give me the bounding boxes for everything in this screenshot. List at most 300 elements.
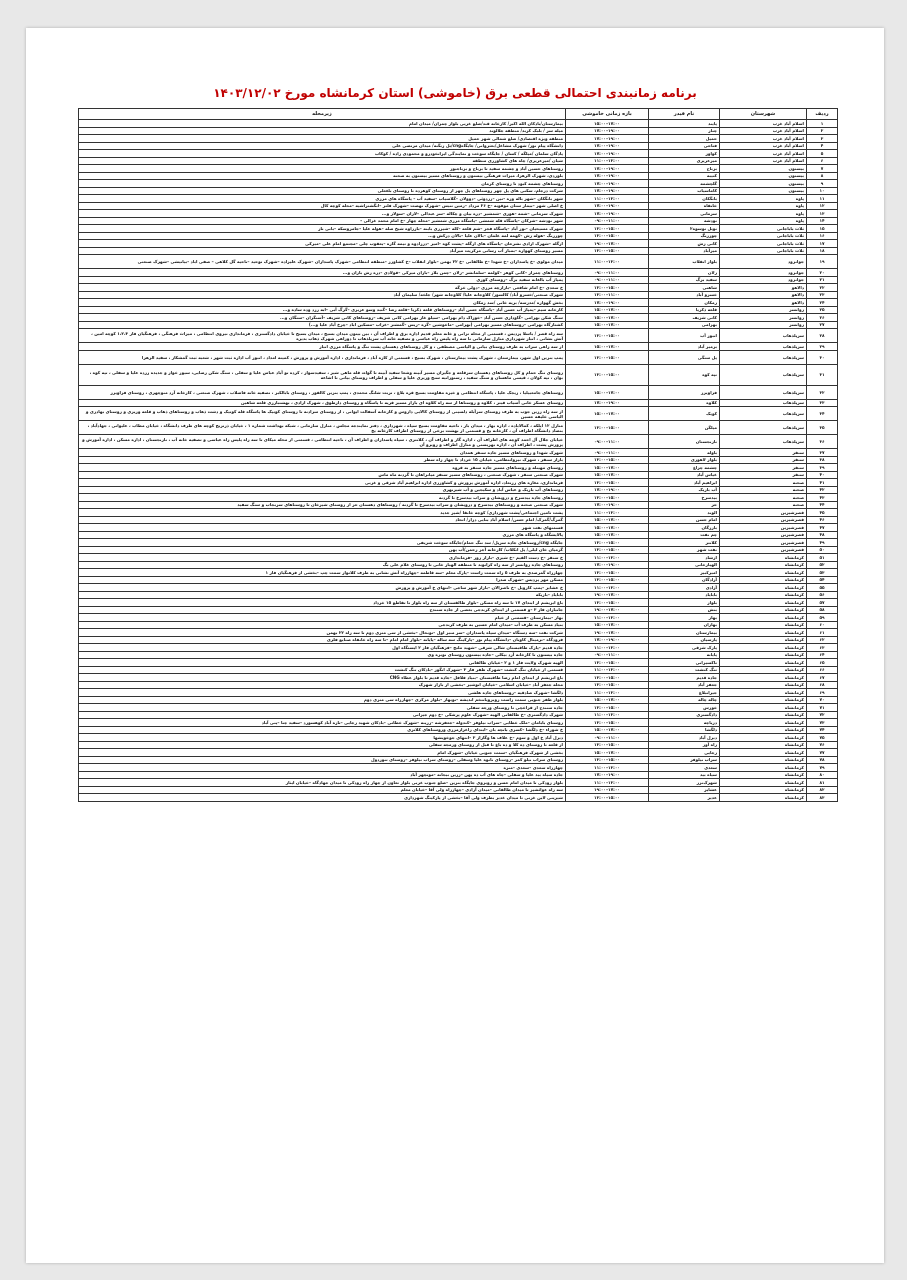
row-feeder: بابایاد xyxy=(649,591,720,599)
row-city: سنقر xyxy=(720,449,807,457)
table-row xyxy=(79,734,838,742)
row-area: پشت تامین اجتماعی/پشت شهرداری/ کوچه خانقا /شیر جدید xyxy=(79,509,566,517)
row-feeder: جعفر آباد xyxy=(649,681,720,689)
table-row xyxy=(79,704,838,712)
row-city: قصرشیرین xyxy=(720,539,807,547)
table-row xyxy=(79,120,838,128)
table-row xyxy=(79,794,838,802)
row-city: سرپلذهاب xyxy=(720,343,807,351)
row-feeder: بهاران xyxy=(649,621,720,629)
row-time-range: ۱۹:۰۰–۱۷:۰۰ xyxy=(566,591,649,599)
table-row xyxy=(79,576,838,584)
row-number: ۷۴ xyxy=(807,726,838,734)
row-time-range: ۱۷:۰۰–۱۹:۰۰ xyxy=(566,135,649,143)
row-time-range: ۱۱:۰۰–۱۳:۰۰ xyxy=(566,584,649,592)
row-city: کرمانشاه xyxy=(720,711,807,719)
table-row xyxy=(79,407,838,421)
row-city: پاوه xyxy=(720,217,807,225)
row-feeder: بانگکان xyxy=(649,195,720,203)
row-feeder: بنش xyxy=(649,606,720,614)
row-number: ۱۰ xyxy=(807,187,838,195)
header-row-number: ردیف xyxy=(807,109,838,120)
row-city: کرمانشاه xyxy=(720,681,807,689)
row-time-range: ۱۵:۰۰–۱۷:۰۰ xyxy=(566,385,649,399)
row-city: کرمانشاه xyxy=(720,704,807,712)
row-time-range: ۱۳:۰۰–۱۵:۰۰ xyxy=(566,329,649,343)
row-feeder: انبور آب xyxy=(649,329,720,343)
row-number: ۳۲ xyxy=(807,385,838,399)
row-area: منازل ۱۲ ایلکه ، کمالاباده ، اداره بهار ، میدان بار ، ناحیه مقاومت بسیج سپاه ، شهرداری ، دفتر نمایندجه مجلس ، منازل سازمانی ، شبکه بهداشت شماره ۱ ، خیابان ذرتریج کوچه های طرف دانشگاه ، خیابان مطاب ، علیوانی ، جهادآباد ، بتضاد دانشگاه اطراف آن ، کارخانه یخ و قسمتی از بهشت برخی از روستای اطراف کارخانه یخ xyxy=(79,421,566,435)
row-feeder: بهرامی xyxy=(649,321,720,329)
row-time-range: ۱۳:۰۰–۱۵:۰۰ xyxy=(566,794,649,802)
row-number: ۸۰ xyxy=(807,771,838,779)
row-feeder: بلوار انقلاب xyxy=(649,255,720,269)
row-city: دالاهو xyxy=(720,291,807,299)
row-feeder: ارشاد xyxy=(649,554,720,562)
row-feeder: نوبل توسوه۲ xyxy=(649,225,720,233)
row-number: ۲۱ xyxy=(807,276,838,284)
row-time-range: ۱۳:۰۰–۱۵:۰۰ xyxy=(566,599,649,607)
row-number: ۲۴ xyxy=(807,299,838,307)
row-area: بازار سنقر ، شهرک نیروانتظامی، خیابان ۱۵ خرداد تا چهار راه سطر xyxy=(79,456,566,464)
table-row xyxy=(79,471,838,479)
row-number: ۵۳ xyxy=(807,569,838,577)
row-number: ۴۹ xyxy=(807,539,838,547)
row-area: خ سعدی –خ امام شافعی –بازارچه مرزی –دولی خرگه xyxy=(79,284,566,292)
row-city: ثلاث باباجانی xyxy=(720,240,807,248)
row-city: سرپلذهاب xyxy=(720,407,807,421)
table-row xyxy=(79,321,838,329)
table-body xyxy=(79,120,838,802)
row-area: بلوار ظفر جنوبی سمت راست روبرویانتخم اندیشه –نوبهار –بلوار مرکزی –چهارراه سی متری دوم xyxy=(79,696,566,704)
row-city: کرمانشاه xyxy=(720,734,807,742)
row-number: ۲۶ xyxy=(807,314,838,322)
row-number: ۶۰ xyxy=(807,621,838,629)
row-number: ۵۱ xyxy=(807,554,838,562)
row-number: ۳۴ xyxy=(807,407,838,421)
row-feeder: نارنجستان xyxy=(649,435,720,449)
table-row xyxy=(79,561,838,569)
row-number: ۶۹ xyxy=(807,689,838,697)
row-city: ثلاث باباجانی xyxy=(720,225,807,233)
row-feeder: آزادی xyxy=(649,584,720,592)
row-feeder: جاده قدیم xyxy=(649,674,720,682)
table-row xyxy=(79,269,838,277)
row-time-range: ۱۳:۰۰–۱۵:۰۰ xyxy=(566,546,649,554)
header-area: زیرمحله xyxy=(79,109,566,120)
row-time-range: ۱۱:۰۰–۱۳:۰۰ xyxy=(566,509,649,517)
row-time-range: ۱۹:۰۰–۱۷:۰۰ xyxy=(566,786,649,794)
row-area: جاده بیستون تا کارخانه آرد بیکلی –جاده بیستون روستای نوبره وی xyxy=(79,651,566,659)
table-row xyxy=(79,247,838,255)
table-row xyxy=(79,299,838,307)
row-area: بابایاد –باریکه xyxy=(79,591,566,599)
row-number: ۳۷ xyxy=(807,449,838,457)
table-row xyxy=(79,399,838,407)
row-area: شهرک شهدا و روستاهای مسیر جاده سنقر همدان xyxy=(79,449,566,457)
row-area: دانشگاه پیام نور/ شهرک مشاغل/بعثروانی/ جایگاهcng/بل رنگنه/ میدان مرتضی علی xyxy=(79,142,566,150)
row-feeder: کویک xyxy=(649,407,720,421)
row-city: کرمانشاه xyxy=(720,719,807,727)
row-feeder: بلوار xyxy=(649,599,720,607)
row-number: ۲۵ xyxy=(807,306,838,314)
table-row xyxy=(79,681,838,689)
row-city: کرمانشاه xyxy=(720,584,807,592)
row-area: شهر نودشه –شرکان –پاسگاه قله شمشی –پاسگاه مرزی شمشیر –محله چهار –خ امام محمد غزالی – xyxy=(79,217,566,225)
row-feeder: کانی رش xyxy=(649,240,720,248)
row-city: بیستون xyxy=(720,172,807,180)
row-number: ۱۷ xyxy=(807,240,838,248)
row-city: قصرشیرین xyxy=(720,509,807,517)
row-area: پمپ بنزین اول شهر، بیمارستان ، شهرک پشت بیمارستان ، شهرک بسیج ، قسمتی از کاره آباد ، فرمانداری ، اداره آموزش و پرورش ، کمیته امداد ، انبور آب اداره ثبت شهر ، شعبه ثبت گمشکار ، سفید الرهرا xyxy=(79,350,566,364)
row-time-range: ۱۳:۰۰–۱۵:۰۰ xyxy=(566,479,649,487)
table-row xyxy=(79,779,838,787)
row-city: اسلام آباد غرب xyxy=(720,157,807,165)
row-area: منطقه ویژه اقتصادی/ ضلع شمالی شهر حمیل xyxy=(79,135,566,143)
row-time-range: ۱۷:۰۰–۱۹:۰۰ xyxy=(566,202,649,210)
row-feeder: میلگن xyxy=(649,421,720,435)
row-city: اسلام آباد غرب xyxy=(720,127,807,135)
row-city: کرمانشاه xyxy=(720,614,807,622)
row-time-range: ۱۵:۰۰–۱۷:۰۰ xyxy=(566,407,649,421)
row-area: میدان مولوی –خ پاسداران –خ شهدا –خ طالقانی –خ ۲۲ بهمن –بلوار انقلاب –خ کشاورز –منطقه انتظامی –شهرک پاسداران –شهرک علیزاده –شهرک توحید –ناحیه گل کلاهی – صفی اباد –بیانیشی –شهرک صنعتی xyxy=(79,255,566,269)
table-row xyxy=(79,180,838,188)
row-area: باغ ابریشم از ابتدای ۱۷ تا سه راه مسکن –بلوار طالقستان از سه راه بلوار تا تقاطع ۱۵ خرداد xyxy=(79,599,566,607)
row-time-range: ۱۷:۰۰–۱۹:۰۰ xyxy=(566,210,649,218)
table-row xyxy=(79,150,838,158)
row-number: ۵۶ xyxy=(807,591,838,599)
row-city: کرمانشاه xyxy=(720,666,807,674)
row-area: از قلعه تا روستای ده کلا و ده باغ تا قبل از روستای ورمجه سفلی xyxy=(79,741,566,749)
row-area: روستاهای آب باریک و عباس آباد و سکیجین و آب شیرنهری xyxy=(79,486,566,494)
row-city: سنقر xyxy=(720,456,807,464)
row-number: ۷۸ xyxy=(807,756,838,764)
table-row xyxy=(79,284,838,292)
row-time-range: ۱۳:۰۰–۱۵:۰۰ xyxy=(566,247,649,255)
row-feeder: برناج xyxy=(649,165,720,173)
table-row xyxy=(79,531,838,539)
row-number: ۸۲ xyxy=(807,786,838,794)
row-city: کرمانشاه xyxy=(720,749,807,757)
table-row xyxy=(79,636,838,644)
row-feeder: غیاس آباد xyxy=(649,471,720,479)
row-area: سه راه عوائشیر تا میدان طالقانی –میدان آزادی –چهارراه ولی آقا –خیابان معلم xyxy=(79,786,566,794)
row-city: پاوه xyxy=(720,210,807,218)
row-feeder: کلاوه xyxy=(649,399,720,407)
row-number: ۴۱ xyxy=(807,479,838,487)
table-row xyxy=(79,764,838,772)
row-city: کرمانشاه xyxy=(720,576,807,584)
row-feeder: پارسیان xyxy=(649,636,720,644)
row-city: سرپلذهاب xyxy=(720,350,807,364)
row-area: بهار –بیمارستان –قسمتی از خیام xyxy=(79,614,566,622)
row-feeder: پل سنگی xyxy=(649,350,720,364)
table-row xyxy=(79,689,838,697)
table-row xyxy=(79,539,838,547)
table-row xyxy=(79,187,838,195)
row-feeder: سیاه بید xyxy=(649,771,720,779)
row-area: از سه راهی سراب به طرف روستای بیاتی و الیاسی مصطفی ، و کل روستاهای دهستان پشت تنگ و پاسگاه مرزی انبار xyxy=(79,343,566,351)
row-feeder: کلانتر xyxy=(649,539,720,547)
row-area: شهر بانگکان –شهر باله وره –تین –زردوئی –دوولان –گلاسیاب –سفید آب – پاسگاه های مرزی xyxy=(79,195,566,203)
row-city: ثلاث باباجانی xyxy=(720,232,807,240)
row-area: شرکت درجام، سکنی های پل چهر روستاهای پل چهر از روستای کوهرده تا روستای بلغعلی xyxy=(79,187,566,195)
row-city: کرمانشاه xyxy=(720,764,807,772)
row-city: کرمانشاه xyxy=(720,756,807,764)
row-time-range: ۱۳:۰۰–۱۵:۰۰ xyxy=(566,225,649,233)
row-time-range: ۱۱:۰۰–۱۳:۰۰ xyxy=(566,195,649,203)
row-time-range: ۰۹:۰۰–۱۱:۰۰ xyxy=(566,651,649,659)
row-feeder: الهیارخانی xyxy=(649,561,720,569)
row-number: ۵۴ xyxy=(807,576,838,584)
row-area: شهرک دادگستری –خ طالقانی الهیه –شهرک علوم پزشکی –خ دوم جیرانی xyxy=(79,711,566,719)
row-city: سرپلذهاب xyxy=(720,385,807,399)
row-city: پاوه xyxy=(720,202,807,210)
row-time-range: ۱۵:۰۰–۱۷:۰۰ xyxy=(566,516,649,524)
row-area: مسکن مهر پردیس –شهرک صدرا xyxy=(79,576,566,584)
table-row xyxy=(79,786,838,794)
table-row xyxy=(79,516,838,524)
row-feeder: حمیل xyxy=(649,135,720,143)
row-time-range: ۰۹:۰۰–۱۱:۰۰ xyxy=(566,217,649,225)
row-city: کرمانشاه xyxy=(720,599,807,607)
row-feeder: دریاچه xyxy=(649,719,720,727)
row-time-range: ۱۳:۰۰–۱۵:۰۰ xyxy=(566,659,649,667)
table-row xyxy=(79,546,838,554)
row-number: ۳۳ xyxy=(807,399,838,407)
table-row xyxy=(79,606,838,614)
row-city: دالاهو xyxy=(720,284,807,292)
row-feeder: چنار xyxy=(649,127,720,135)
row-feeder: زمکان xyxy=(649,299,720,307)
row-number: ۵ xyxy=(807,150,838,158)
row-number: ۸۳ xyxy=(807,794,838,802)
row-area: شیان /میرعزیزی/ چاه های کشاورزی منطقه xyxy=(79,157,566,165)
table-row xyxy=(79,343,838,351)
row-feeder: شاهنی xyxy=(649,284,720,292)
row-area: کشتارگاه بهرامی –روستاهای مسیر بهرامی (بهرامی –ماخوشین –گره –ریس –گمشتر –غراب –مسکین اباد –چرخ آباد علیا و...) xyxy=(79,321,566,329)
table-row xyxy=(79,501,838,509)
row-feeder: سعدی xyxy=(649,764,720,772)
row-number: ۱۳ xyxy=(807,210,838,218)
row-city: روانسر xyxy=(720,321,807,329)
row-area: از سه راه زرین جوب به طرف روستای سرآبله دلسینی از روستای کالایی داروس و کارخانه آسفالت ایوانی ، از روستای سرادنه تا روستای کوتیک ها پاسگاه قله کوتیک و دشت ذهاب و روستاهای ذهاب و قلعه وزیری و روستای بهادری و الیاسی خلیفه حسین xyxy=(79,407,566,421)
row-area: شهرک صنعتی سنقر ، شهرک صنعتی ، روستاهای مسیر سنقر میانراهان تا گردنه ماه ماس xyxy=(79,471,566,479)
row-time-range: ۱۳:۰۰–۱۵:۰۰ xyxy=(566,494,649,502)
table-row xyxy=(79,494,838,502)
row-city: بیستون xyxy=(720,180,807,188)
row-city: سرپلذهاب xyxy=(720,399,807,407)
row-number: ۹ xyxy=(807,180,838,188)
row-feeder: پایند xyxy=(649,120,720,128)
row-feeder: کانی شریف xyxy=(649,314,720,322)
row-time-range: ۱۵:۰۰–۱۷:۰۰ xyxy=(566,749,649,757)
row-feeder: الوند xyxy=(649,509,720,517)
row-time-range: ۱۹:۰۰–۱۷:۰۰ xyxy=(566,606,649,614)
row-time-range: ۱۳:۰۰–۱۵:۰۰ xyxy=(566,539,649,547)
row-feeder: بازرگان xyxy=(649,524,720,532)
row-city: اسلام آباد غرب xyxy=(720,142,807,150)
row-city: کرمانشاه xyxy=(720,659,807,667)
table-row xyxy=(79,651,838,659)
row-number: ۵۷ xyxy=(807,599,838,607)
row-city: کرمانشاه xyxy=(720,636,807,644)
table-row xyxy=(79,421,838,435)
row-time-range: ۱۳:۰۰–۱۵:۰۰ xyxy=(566,421,649,435)
page-title: برنامه زمانبندی احتمالی قطعی برق (خاموشی) استان کرمانشاه مورخ ۱۴۰۳/۱۲/۰۲ xyxy=(213,86,697,100)
row-city: سرپلذهاب xyxy=(720,364,807,385)
table-row xyxy=(79,584,838,592)
row-area: دلگشا –شهرک صادقیه –روستاهای جاده هلشی xyxy=(79,689,566,697)
row-time-range: ۱۹:۰۰–۱۷:۰۰ xyxy=(566,240,649,248)
table-row xyxy=(79,202,838,210)
row-time-range: ۱۱:۰۰–۱۳:۰۰ xyxy=(566,614,649,622)
row-number: ۷۵ xyxy=(807,734,838,742)
row-number: ۴۵ xyxy=(807,509,838,517)
row-number: ۵۹ xyxy=(807,614,838,622)
row-city: روانسر xyxy=(720,314,807,322)
row-area: چهارراه سعدی –سعدی –منزه xyxy=(79,764,566,772)
table-row xyxy=(79,614,838,622)
row-area: چهارراه گمرصدی به طرف ۵ راه سمت راست –پارک معلم –سه قاطمه –چهارراه آتش نشانی به طرف کلاتوار سمت چپ –بخشی از فرهنگیان فاز ۱ xyxy=(79,569,566,577)
row-area: روستای تنگ حمام و کل روستاهای دهستان سرقلعه و جگیران مسیر آبینه وشعا سفید آبینه تا گواه، قله ماهی شیر ، سفیدسوار ، کرده تو آباد عباس علیا و سفلی ، سنگ شکن رضایی، سیور خوار و جدیده زرده علیا و سفلی ، تپه کوه ، بوان ، تپه کولان ، قیسی ماهسان و سنگ سفید ، رستورانیه سنج وزیری علیا و سفلی و اطراف روستای بیاتی تا اشاعه xyxy=(79,364,566,385)
table-row xyxy=(79,225,838,233)
row-time-range: ۱۳:۰۰–۱۵:۰۰ xyxy=(566,741,649,749)
row-feeder: عدیر xyxy=(649,794,720,802)
row-feeder: پایانه xyxy=(649,651,720,659)
row-city: اسلام آباد غرب xyxy=(720,120,807,128)
row-feeder: گلچشمه xyxy=(649,180,720,188)
row-city: کرمانشاه xyxy=(720,794,807,802)
row-area: شهرک صنعتی صحنه و روستاهای بیدسرخ و دروپشان و سراب بیدسرخ تا گردنه / روستاهای دهستان حر از روستای شیرخان تا روستاهای سرنجاب و سنگ سفید xyxy=(79,501,566,509)
row-city: صحنه xyxy=(720,494,807,502)
row-time-range: ۱۱:۰۰–۱۳:۰۰ xyxy=(566,764,649,772)
table-row xyxy=(79,696,838,704)
row-city: سنقر xyxy=(720,464,807,472)
row-number: ۲۰ xyxy=(807,269,838,277)
row-city: کرمانشاه xyxy=(720,644,807,652)
row-area: شیرینی لاین غربی تا میدان غدیر بطرف ولی آقا –بخشی از پارکینگ شهرداری xyxy=(79,794,566,802)
row-feeder: خورس xyxy=(649,704,720,712)
row-time-range: ۱۵:۰۰–۱۷:۰۰ xyxy=(566,524,649,532)
row-number: ۶۸ xyxy=(807,681,838,689)
row-city: جوانرود xyxy=(720,255,807,269)
table-row xyxy=(79,276,838,284)
row-number: ۶۵ xyxy=(807,659,838,667)
row-number: ۲۷ xyxy=(807,321,838,329)
row-area: میله سر / بلبک کرند/ منطقه جلالوند xyxy=(79,127,566,135)
row-number: ۷ xyxy=(807,165,838,173)
row-area: روستای سراب نیلو کمر –روستای نانوه علیا وسفلی –روستای سراب نیلوفر –روستای تنوردول xyxy=(79,756,566,764)
row-number: ۲۲ xyxy=(807,284,838,292)
row-time-range: ۱۷:۰۰–۱۹:۰۰ xyxy=(566,150,649,158)
header-city: شهرستان xyxy=(720,109,807,120)
row-feeder: امام حسن xyxy=(649,516,720,524)
row-city: صحنه xyxy=(720,486,807,494)
row-time-range: ۱۳:۰۰–۱۵:۰۰ xyxy=(566,569,649,577)
row-feeder: بهار xyxy=(649,614,720,622)
row-city: اسلام آباد غرب xyxy=(720,135,807,143)
row-time-range: ۱۳:۰۰–۱۵:۰۰ xyxy=(566,232,649,240)
row-feeder: نفت شهر xyxy=(649,546,720,554)
row-feeder: بیمارستان xyxy=(649,629,720,637)
table-row xyxy=(79,726,838,734)
row-number: ۶۲ xyxy=(807,636,838,644)
row-city: کرمانشاه xyxy=(720,561,807,569)
row-time-range: ۰۹:۰۰–۱۱:۰۰ xyxy=(566,435,649,449)
row-time-range: ۱۹:۰۰–۱۷:۰۰ xyxy=(566,629,649,637)
row-area: پالایشگاه و پاسگاه های مرزی xyxy=(79,531,566,539)
row-area: روستاهای چشمه کبود تا روستای کرمان xyxy=(79,180,566,188)
row-time-range: ۱۵:۰۰–۱۷:۰۰ xyxy=(566,321,649,329)
row-feeder: بیدسرخ xyxy=(649,494,720,502)
row-number: ۷۳ xyxy=(807,719,838,727)
row-time-range: ۱۷:۰۰–۱۹:۰۰ xyxy=(566,561,649,569)
row-area: بلوار رودکی تا میدان امام حسن و روبروی جایگاه بنزین –ضلع جنوب غربی بلوار تعاون از چهار راه رودکی تا میدان جهادگاه –خیابان ایثار xyxy=(79,779,566,787)
row-feeder: عشایر xyxy=(649,786,720,794)
row-number: ۱۴ xyxy=(807,217,838,225)
row-time-range: ۱۵:۰۰–۱۷:۰۰ xyxy=(566,464,649,472)
row-city: کرمانشاه xyxy=(720,591,807,599)
table-row xyxy=(79,554,838,562)
row-time-range: ۱۵:۰۰–۱۷:۰۰ xyxy=(566,343,649,351)
row-feeder: خانقاه xyxy=(649,202,720,210)
row-time-range: ۱۷:۰۰–۱۹:۰۰ xyxy=(566,771,649,779)
row-feeder: تاکسیرانی xyxy=(649,659,720,667)
row-city: دالاهو xyxy=(720,299,807,307)
row-number: ۵۸ xyxy=(807,606,838,614)
row-number: ۱۶ xyxy=(807,232,838,240)
row-time-range: ۰۹:۰۰–۱۱:۰۰ xyxy=(566,269,649,277)
row-area: بیمارستان/بادکان الله اکبر/ کارخانه قند/ضلع غربی بلوار چمران/ میدان امام xyxy=(79,120,566,128)
row-area: بخشی از شهرک فرهنگیان –سمت جنوبی خیابان –شهرک امام xyxy=(79,749,566,757)
row-number: ۴۴ xyxy=(807,501,838,509)
row-city: کرمانشاه xyxy=(720,741,807,749)
table-row xyxy=(79,232,838,240)
row-city: کرمانشاه xyxy=(720,629,807,637)
row-time-range: ۱۱:۰۰–۱۳:۰۰ xyxy=(566,689,649,697)
row-area: روستاهای جاده بیدسرخ و دروپشان و سراب بیدسرخ تا گردنه xyxy=(79,494,566,502)
row-area: جاده قدیم –پارک طاقبستان شالی شرقی –شهید ملتح –فرهنگیان فاز ۲ ایستگاه اول xyxy=(79,644,566,652)
table-row xyxy=(79,666,838,674)
row-city: کرمانشاه xyxy=(720,606,807,614)
table-row xyxy=(79,210,838,218)
row-time-range: ۱۵:۰۰–۱۷:۰۰ xyxy=(566,621,649,629)
table-row xyxy=(79,509,838,517)
row-number: ۱۹ xyxy=(807,255,838,269)
table-row xyxy=(79,364,838,385)
row-city: سنقر xyxy=(720,471,807,479)
row-feeder: دادگستری xyxy=(649,711,720,719)
table-row xyxy=(79,142,838,150)
row-city: صحنه xyxy=(720,479,807,487)
row-city: قصرشیرین xyxy=(720,546,807,554)
row-time-range: ۱۱:۰۰–۱۳:۰۰ xyxy=(566,157,649,165)
row-city: بیستون xyxy=(720,165,807,173)
row-area: شهرک صنعتی/خسرو آباد/ کالسور/ کلاوجانه علیا/ کلاوجانه شهر/ جلخه/ سلیمان آباد xyxy=(79,291,566,299)
row-feeder: فراویزر xyxy=(649,385,720,399)
row-area: قسمتی از خیابان تنگ کنشت –شهرک ظفر فاز ۳ –شهرک انگور –بادکان تنگ کنشت xyxy=(79,666,566,674)
row-number: ۶۱ xyxy=(807,629,838,637)
table-row xyxy=(79,127,838,135)
row-number: ۴۸ xyxy=(807,531,838,539)
row-time-range: ۱۱:۰۰–۱۳:۰۰ xyxy=(566,644,649,652)
row-number: ۷۶ xyxy=(807,741,838,749)
row-area: دیزل آباد خ اول و سوم –خ علاف ها وگاراژ ۳ –انتهای جوخویشها xyxy=(79,734,566,742)
row-time-range: ۱۵:۰۰–۱۷:۰۰ xyxy=(566,306,649,314)
row-area: قسمتهای نفت شهر xyxy=(79,524,566,532)
row-number: ۷۹ xyxy=(807,764,838,772)
